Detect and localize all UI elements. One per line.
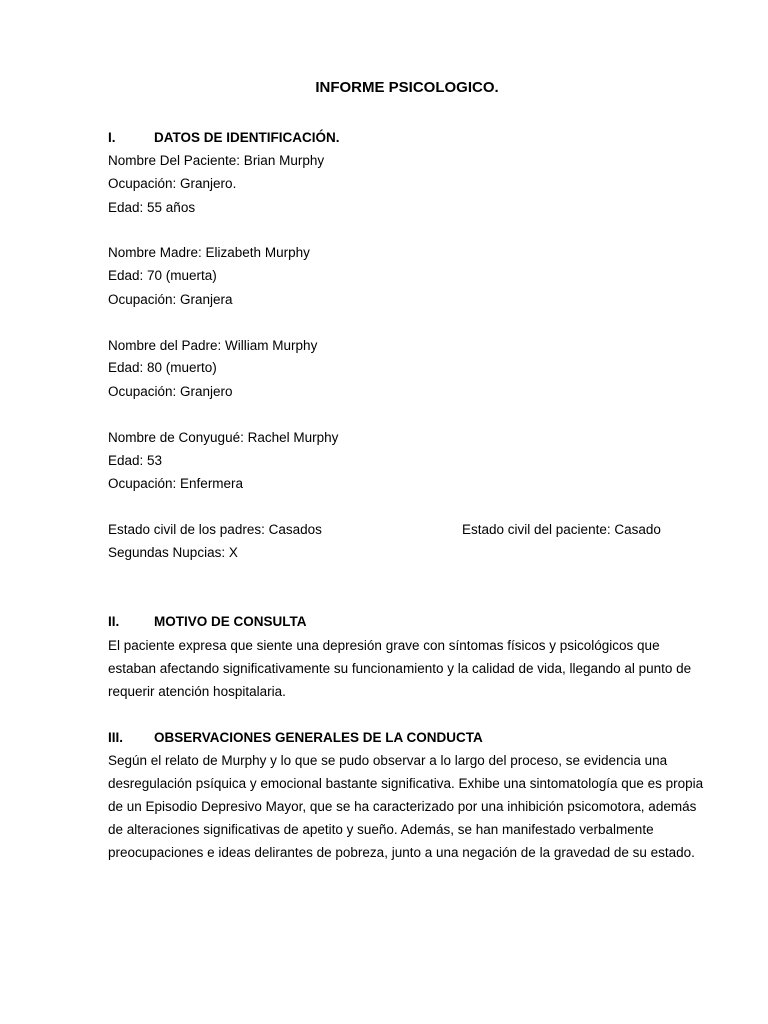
second-marriage: Segundas Nupcias: X bbox=[108, 545, 238, 560]
section-1-heading bbox=[108, 129, 340, 147]
father-occupation: Ocupación: Granjero bbox=[108, 384, 233, 399]
parents-civil-status: Estado civil de los padres: Casados bbox=[108, 522, 322, 537]
section-3-heading bbox=[108, 729, 483, 747]
patient-occupation: Ocupación: Granjero. bbox=[108, 176, 237, 191]
section-3-title: OBSERVACIONES GENERALES DE LA CONDUCTA bbox=[154, 730, 483, 745]
section-2-title: MOTIVO DE CONSULTA bbox=[154, 614, 307, 629]
mother-age: Edad: 70 (muerta) bbox=[108, 268, 217, 283]
section-3-paragraph: Según el relato de Murphy y lo que se pudo observar a lo largo del proceso, se evidencia una desregulación psíquica y emocional bastante significativa. Exhibe una sintomatología que es propia de un Episodio Depresivo Mayor, que se ha caracterizado por una inhibición psicomotora, además de alteraciones significativas de apetito y sueño. Además, se han manifestado verbalmente preocupaciones e ideas delirantes de pobreza, junto a una negación de la gravedad de su estado. bbox=[108, 753, 704, 861]
mother-occupation: Ocupación: Granjera bbox=[108, 292, 233, 307]
mother-name: Nombre Madre: Elizabeth Murphy bbox=[108, 245, 310, 260]
patient-name: Nombre Del Paciente: Brian Murphy bbox=[108, 153, 325, 168]
patient-civil-status: Estado civil del paciente: Casado bbox=[462, 522, 661, 537]
section-2-paragraph: El paciente expresa que siente una depresión grave con síntomas físicos y psicológicos que estaban afectando significativamente su funcionamiento y la calidad de vida, llegando al punto de requerir atención hospitalaria. bbox=[108, 638, 692, 700]
section-1-title: DATOS DE IDENTIFICACIÓN. bbox=[154, 130, 340, 145]
section-2-number: II. bbox=[108, 614, 120, 629]
patient-age: Edad: 55 años bbox=[108, 200, 196, 215]
section-3-number: III. bbox=[108, 730, 124, 745]
father-age: Edad: 80 (muerto) bbox=[108, 360, 217, 375]
spouse-age: Edad: 53 bbox=[108, 453, 163, 468]
section-1-number: I. bbox=[108, 130, 116, 145]
spouse-occupation: Ocupación: Enfermera bbox=[108, 476, 244, 491]
section-2-heading bbox=[108, 613, 307, 631]
spouse-name: Nombre de Conyugué: Rachel Murphy bbox=[108, 430, 339, 445]
document-title: INFORME PSICOLOGICO. bbox=[315, 79, 499, 96]
father-name: Nombre del Padre: William Murphy bbox=[108, 338, 318, 353]
